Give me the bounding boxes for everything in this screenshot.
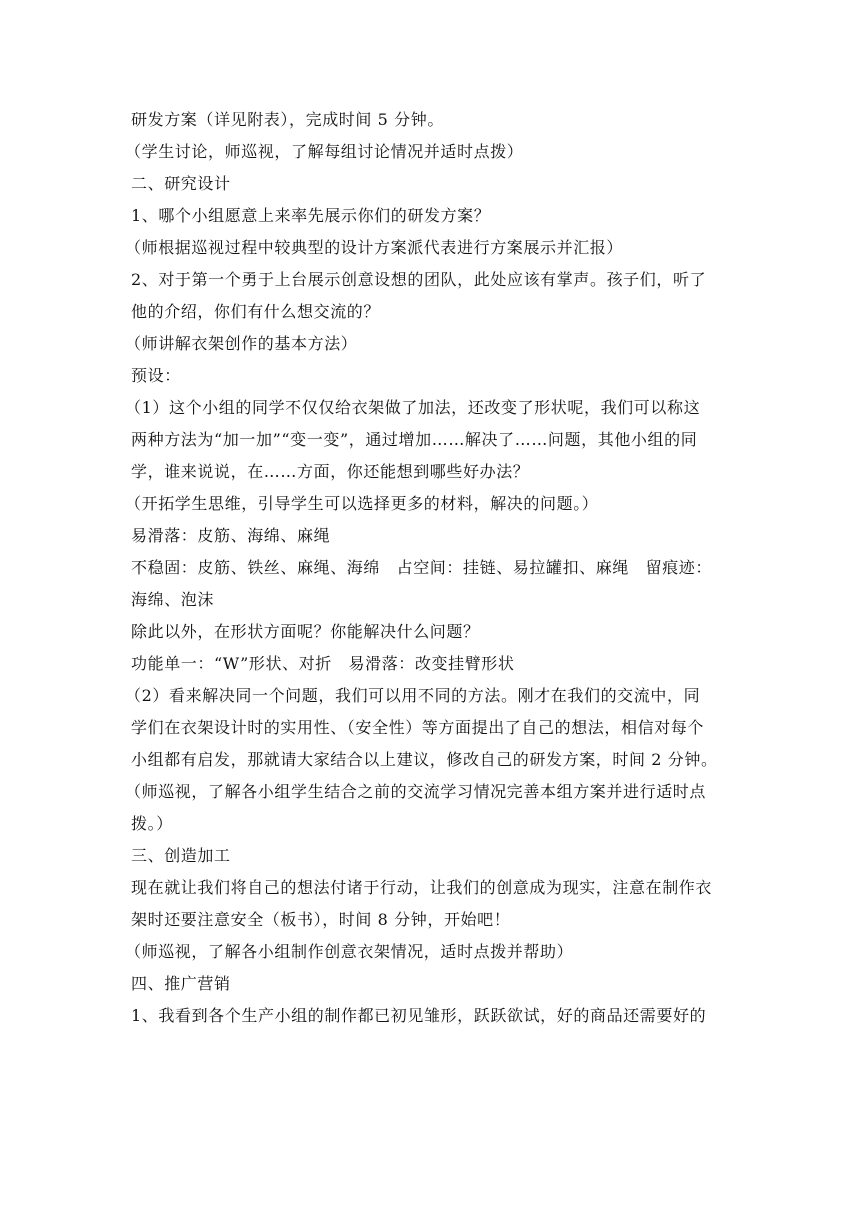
section-heading-3: 三、创造加工: [131, 846, 231, 865]
document-body: [125, 104, 731, 1032]
text-line-17: 除此以外，在形状方面呢？你能解决什么问题？: [131, 622, 480, 641]
text-line-25: 现在就让我们将自己的想法付诸于行动，让我们的创意成为现实，注意在制作衣: [131, 878, 713, 897]
text-line-19: （2）看来解决同一个问题，我们可以用不同的方法。刚才在我们的交流中，同: [125, 686, 701, 705]
text-line-20: 学们在衣架设计时的实用性、（安全性）等方面提出了自己的想法，相信对每个: [131, 718, 705, 737]
text-line-15: 不稳固：皮筋、铁丝、麻绳、海绵 占空间：挂链、易拉罐扣、麻绳 留痕迹：: [131, 558, 713, 577]
text-line-4: 1、哪个小组愿意上来率先展示你们的研发方案？: [131, 206, 491, 225]
text-line-14: 易滑落：皮筋、海绵、麻绳: [131, 526, 331, 545]
text-line-12: 学，谁来说说，在……方面，你还能想到哪些好办法？: [131, 462, 530, 481]
section-heading-2: 二、研究设计: [131, 174, 231, 193]
text-line-6: 2、对于第一个勇于上台展示创意设想的团队，此处应该有掌声。孩子们，听了: [131, 270, 707, 289]
text-line-2: （学生讨论，师巡视，了解每组讨论情况并适时点拨）: [125, 142, 524, 161]
text-line-22: （师巡视，了解各小组学生结合之前的交流学习情况完善本组方案并进行适时点: [125, 782, 707, 801]
text-line-7: 他的介绍，你们有什么想交流的？: [131, 302, 381, 321]
section-heading-4: 四、推广营销: [131, 974, 231, 993]
text-line-26: 架时还要注意安全（板书），时间 8 分钟，开始吧！: [131, 910, 511, 929]
text-line-1: 研发方案（详见附表），完成时间 5 分钟。: [131, 110, 444, 129]
text-line-8: （师讲解衣架创作的基本方法）: [125, 334, 358, 353]
text-line-11: 两种方法为“加一加”“变一变”，通过增加……解决了……问题，其他小组的同: [131, 430, 698, 449]
text-line-27: （师巡视，了解各小组制作创意衣架情况，适时点拨并帮助）: [125, 942, 574, 961]
text-line-21: 小组都有启发，那就请大家结合以上建议，修改自己的研发方案，时间 2 分钟。: [131, 750, 718, 769]
text-line-5: （师根据巡视过程中较典型的设计方案派代表进行方案展示并汇报）: [125, 238, 624, 257]
text-line-13: （开拓学生思维，引导学生可以选择更多的材料，解决的问题。）: [125, 494, 599, 513]
text-line-16: 海绵、泡沫: [131, 590, 215, 609]
text-line-9: 预设：: [131, 366, 181, 385]
text-line-10: （1）这个小组的同学不仅仅给衣架做了加法，还改变了形状呢，我们可以称这: [125, 398, 701, 417]
text-line-23: 拨。）: [131, 814, 173, 833]
text-line-18: 功能单一：“W”形状、对折 易滑落：改变挂臂形状: [131, 654, 515, 673]
text-line-29: 1、我看到各个生产小组的制作都已初见雏形，跃跃欲试，好的商品还需要好的: [131, 1006, 707, 1025]
